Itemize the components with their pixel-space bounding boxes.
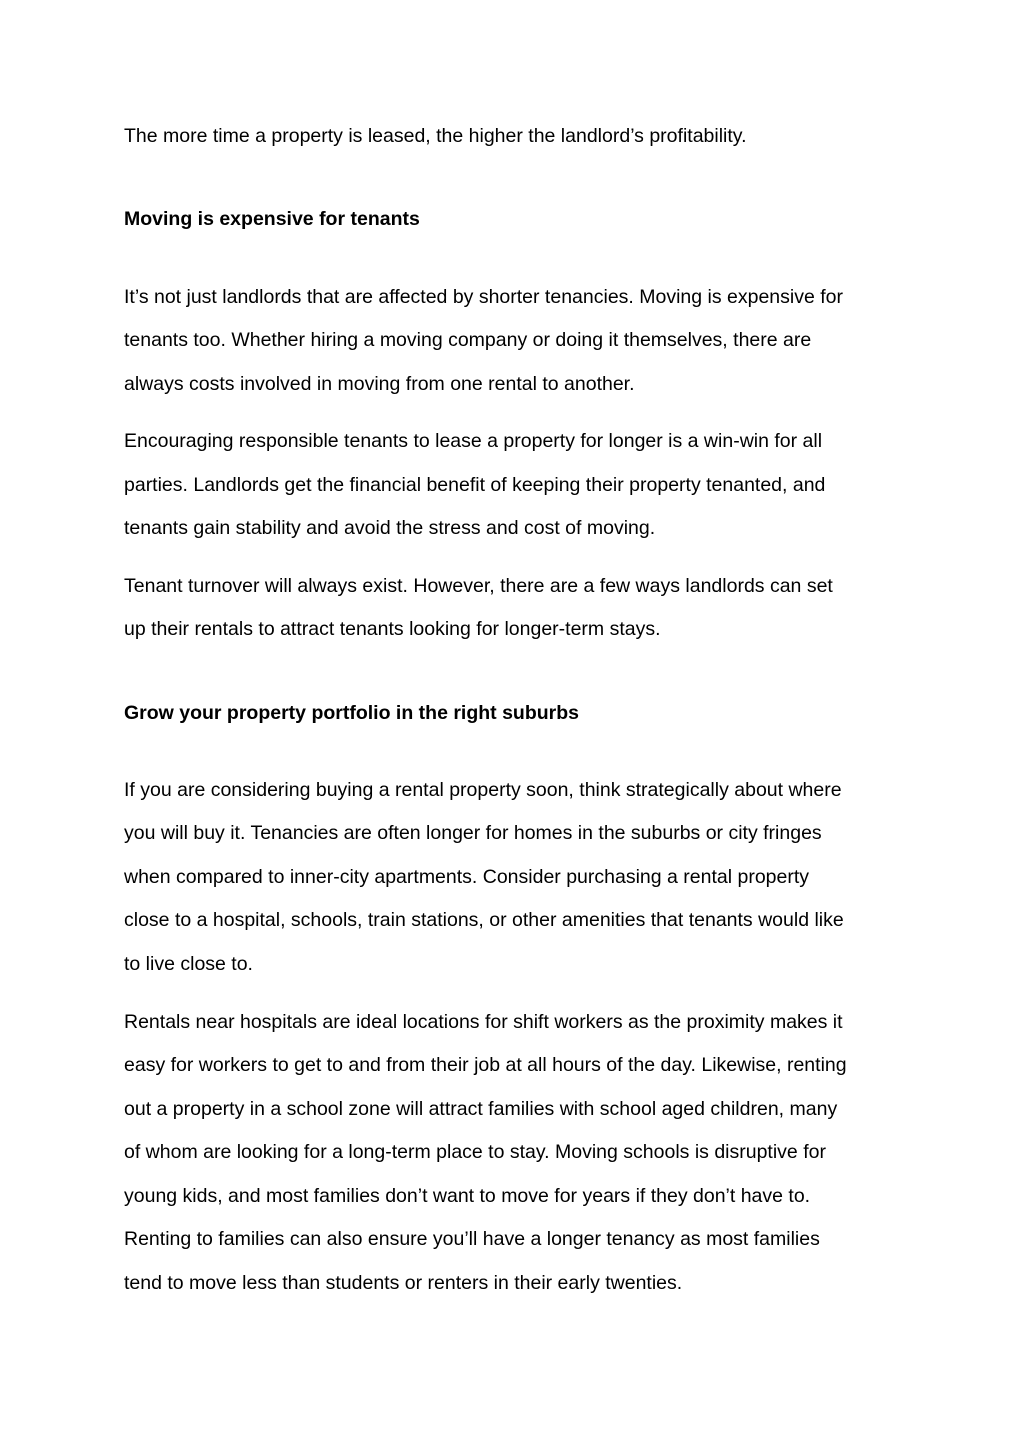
section-heading-suburbs: Grow your property portfolio in the right suburbs: [124, 702, 579, 724]
paragraph-line: It’s not just landlords that are affected by shorter tenancies. Moving is expensive for: [124, 286, 844, 308]
paragraph-line: easy for workers to get to and from their job at all hours of the day. Likewise, renting: [124, 1054, 847, 1076]
paragraph-line: when compared to inner-city apartments. Consider purchasing a rental property: [124, 866, 810, 888]
paragraph-line: out a property in a school zone will attract families with school aged children, many: [124, 1098, 838, 1120]
paragraph-line: parties. Landlords get the financial benefit of keeping their property tenanted, and: [124, 474, 826, 496]
paragraph-line: you will buy it. Tenancies are often longer for homes in the suburbs or city fringes: [124, 822, 822, 844]
paragraph-line: Renting to families can also ensure you’ll have a longer tenancy as most families: [124, 1228, 820, 1250]
paragraph-line: up their rentals to attract tenants looking for longer-term stays.: [124, 618, 661, 640]
paragraph-line: close to a hospital, schools, train stations, or other amenities that tenants would like: [124, 909, 844, 931]
section-heading-moving: Moving is expensive for tenants: [124, 208, 420, 230]
paragraph-line: always costs involved in moving from one rental to another.: [124, 373, 635, 395]
paragraph-line: tenants gain stability and avoid the stress and cost of moving.: [124, 517, 656, 539]
paragraph-line: Rentals near hospitals are ideal locations for shift workers as the proximity makes it: [124, 1011, 843, 1033]
paragraph-line: Tenant turnover will always exist. However, there are a few ways landlords can set: [124, 575, 833, 597]
paragraph-line: Encouraging responsible tenants to lease a property for longer is a win-win for all: [124, 430, 823, 452]
intro-paragraph: The more time a property is leased, the higher the landlord’s profitability.: [124, 125, 747, 147]
paragraph-line: to live close to.: [124, 953, 253, 975]
paragraph-line: If you are considering buying a rental property soon, think strategically about where: [124, 779, 842, 801]
paragraph-line: tenants too. Whether hiring a moving company or doing it themselves, there are: [124, 329, 812, 351]
paragraph-line: young kids, and most families don’t want to move for years if they don’t have to.: [124, 1185, 811, 1207]
paragraph-line: of whom are looking for a long-term place to stay. Moving schools is disruptive for: [124, 1141, 826, 1163]
paragraph-line: tend to move less than students or renters in their early twenties.: [124, 1272, 683, 1294]
